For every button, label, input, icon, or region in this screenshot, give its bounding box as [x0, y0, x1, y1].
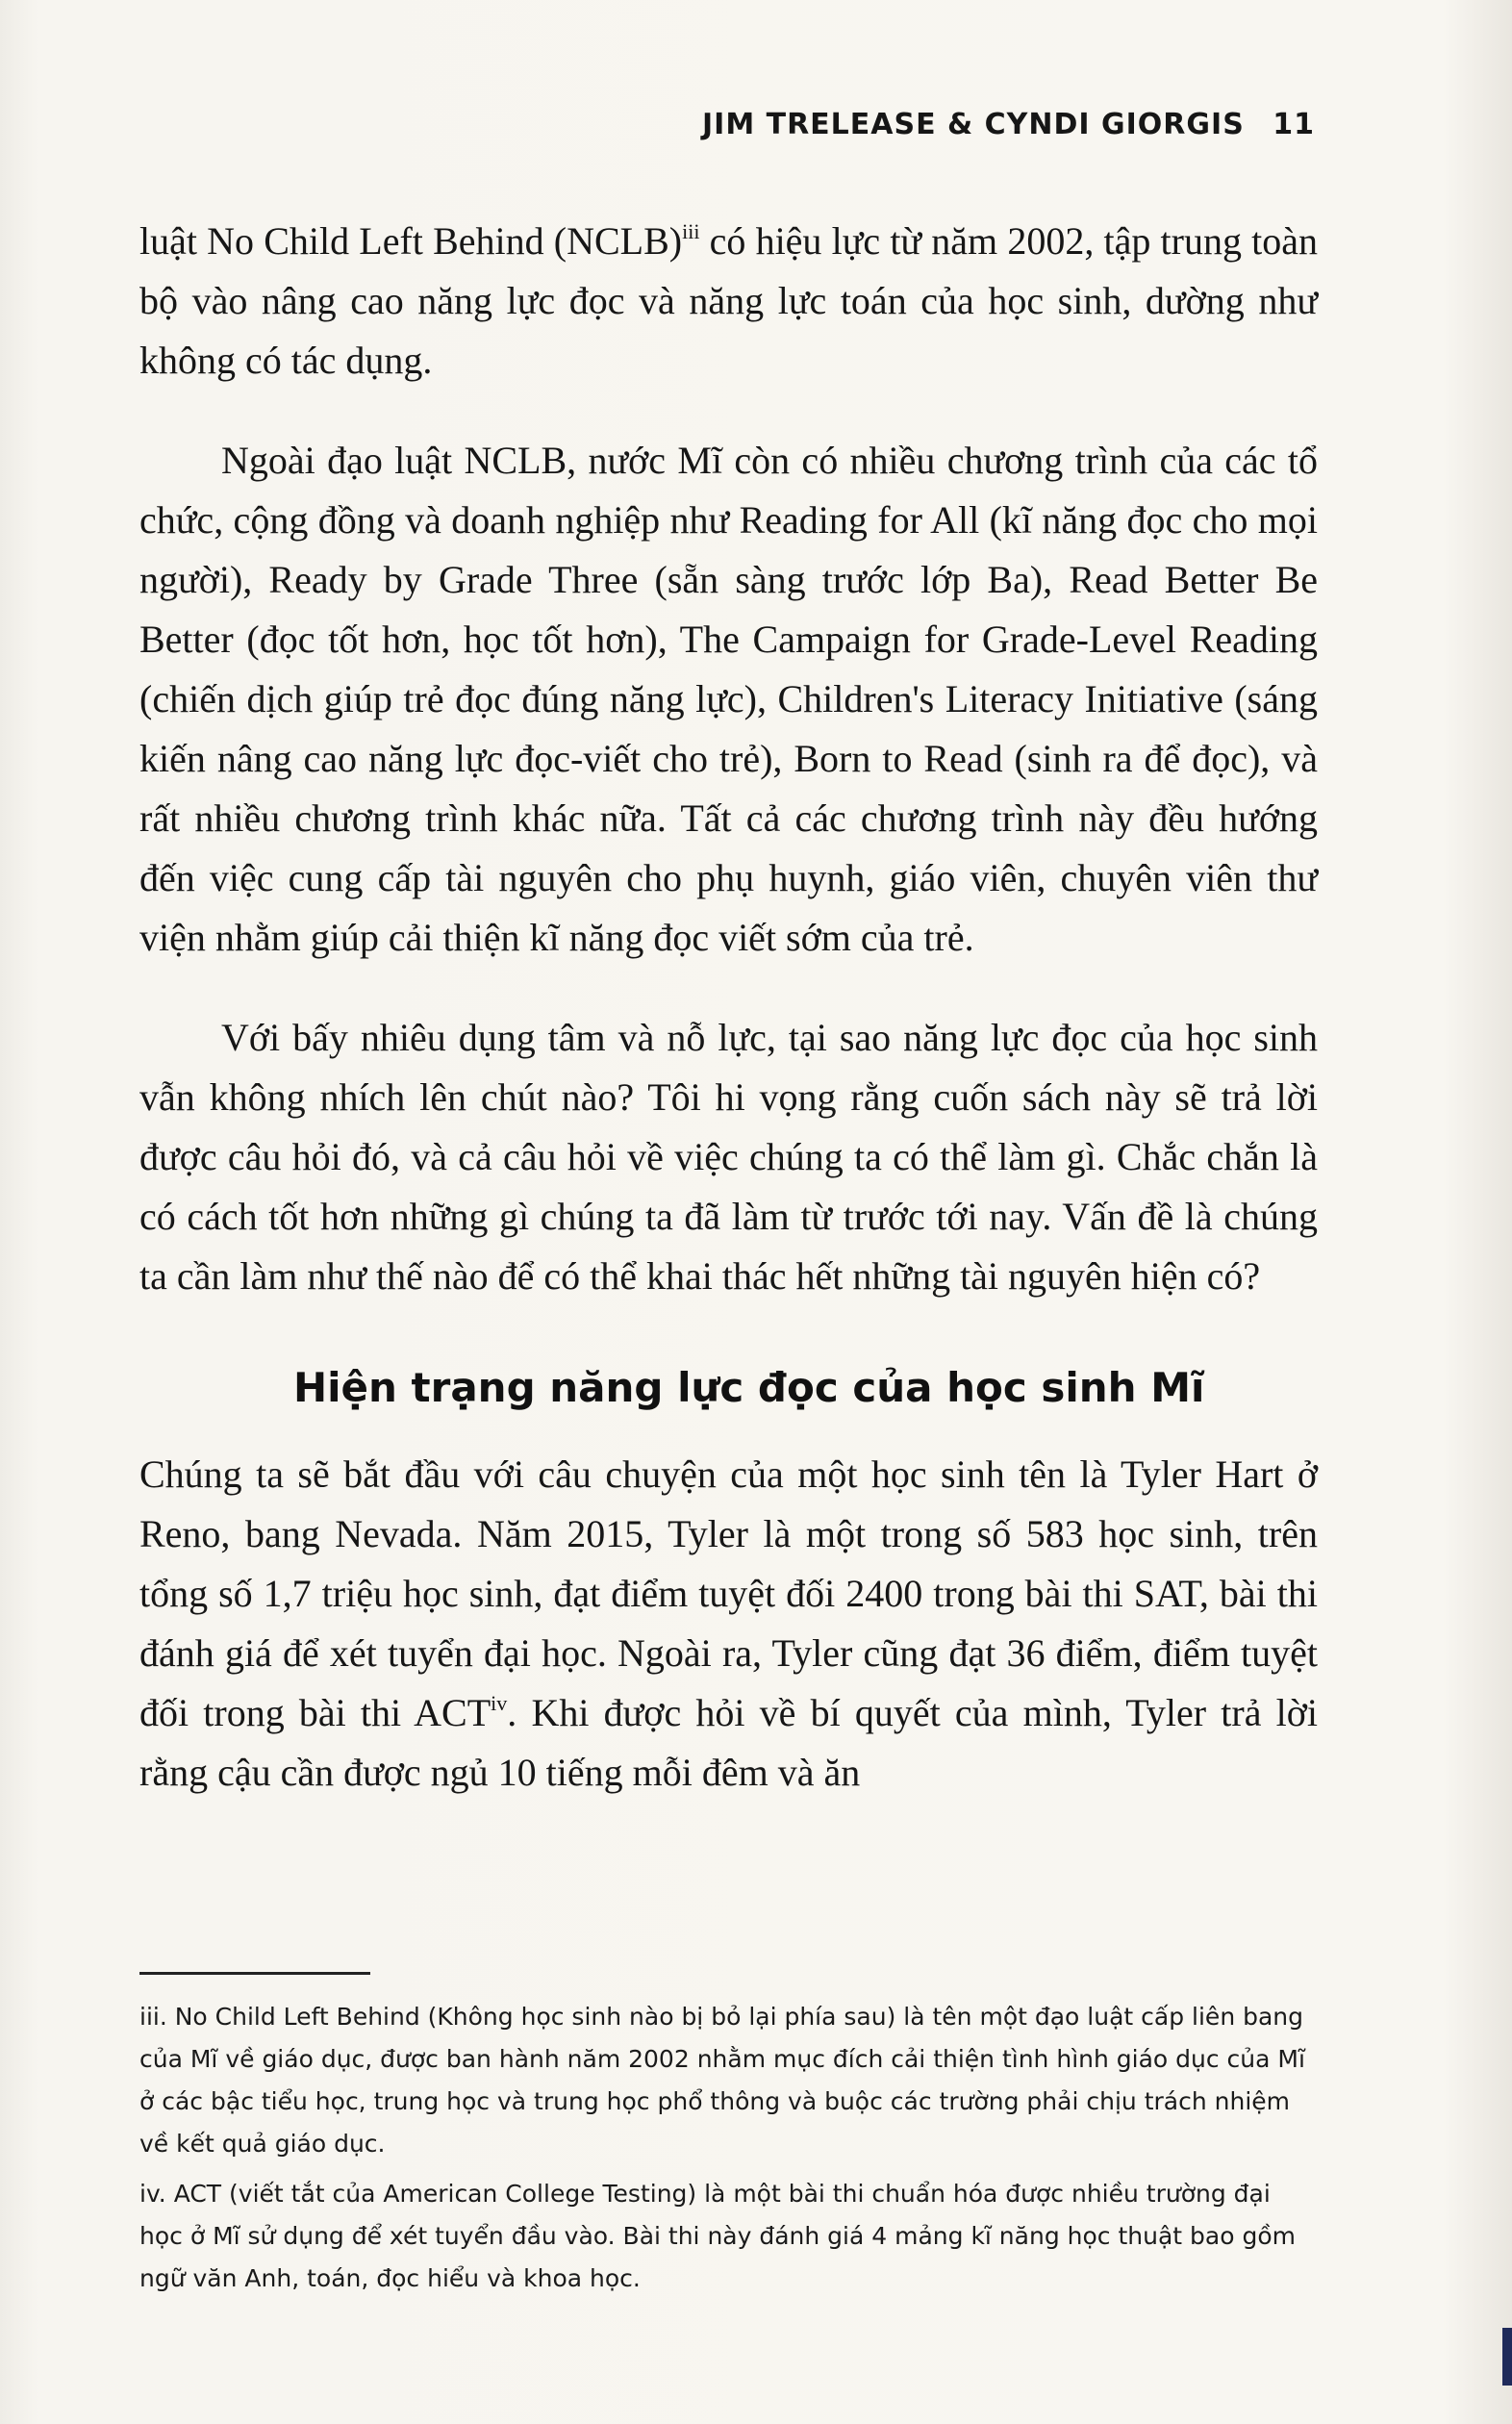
footnotes — [139, 1996, 1313, 2308]
footnote-iv: iv. ACT (viết tắt của American College Testing) là một bài thi chuẩn hóa được nhiều trường đại học ở Mĩ sử dụng để xét tuyển đầu vào. Bài thi này đánh giá 4 mảng kĩ năng học thuật bao gồm ngữ văn Anh, toán, đọc hiểu và khoa học. — [139, 2180, 1296, 2292]
footnote-ref-iii: iii — [682, 219, 700, 243]
section-heading: Hiện trạng năng lực đọc của học sinh Mĩ — [293, 1364, 1205, 1411]
body-text — [139, 212, 1318, 1843]
paragraph-1-text-cont: có hiệu lực từ năm 2002, tập trung toàn bộ vào nâng cao năng lực đọc và năng lực toán của học sinh, dường như không có tác dụng. — [139, 219, 1319, 382]
paragraph-4-text-cont: . Khi được hỏi về bí quyết của mình, Tyler trả lời rằng cậu cần được ngủ 10 tiếng mỗi đêm và ăn — [139, 1691, 1319, 1794]
paragraph-1 — [139, 212, 1318, 391]
page-edge-mark — [1502, 2328, 1512, 2386]
footnote-ref-iv: iv — [491, 1691, 508, 1715]
paragraph-4 — [139, 1445, 1318, 1803]
running-header — [702, 108, 1315, 141]
paragraph-2: Ngoài đạo luật NCLB, nước Mĩ còn có nhiều chương trình của các tổ chức, cộng đồng và doanh nghiệp như Reading for All (kĩ năng đọc cho mọi người), Ready by Grade Three (sẵn sàng trước lớp Ba), Read Better Be Better (đọc tốt hơn, học tốt hơn), The Campaign for Grade-Level Reading (chiến dịch giúp trẻ đọc đúng năng lực), Children's Literacy Initiative (sáng kiến nâng cao năng lực đọc-viết cho trẻ), Born to Read (sinh ra để đọc), và rất nhiều chương trình khác nữa. Tất cả các chương trình này đều hướng đến việc cung cấp tài nguyên cho phụ huynh, giáo viên, chuyên viên thư viện nhằm giúp cải thiện kĩ năng đọc viết sớm của trẻ. — [139, 439, 1318, 959]
running-title: JIM TRELEASE & CYNDI GIORGIS — [702, 108, 1245, 141]
footnote-iii: iii. No Child Left Behind (Không học sinh nào bị bỏ lại phía sau) là tên một đạo luật cấp liên bang của Mĩ về giáo dục, được ban hành năm 2002 nhằm mục đích cải thiện tình hình giáo dục của Mĩ ở các bậc tiểu học, trung học và trung học phổ thông và buộc các trường phải chịu trách nhiệm về kết quả giáo dục. — [139, 2003, 1305, 2158]
paragraph-4-text: Chúng ta sẽ bắt đầu với câu chuyện của một học sinh tên là Tyler Hart ở Reno, bang Nevada. Năm 2015, Tyler là một trong số 583 học sinh, trên tổng số 1,7 triệu học sinh, đạt điểm tuyệt đối 2400 trong bài thi SAT, bài thi đánh giá để xét tuyển đại học. Ngoài ra, Tyler cũng đạt 36 điểm, điểm tuyệt đối trong bài thi ACT — [139, 1452, 1318, 1734]
paragraph-3: Với bấy nhiêu dụng tâm và nỗ lực, tại sao năng lực đọc của học sinh vẫn không nhích lên chút nào? Tôi hi vọng rằng cuốn sách này sẽ trả lời được câu hỏi đó, và cả câu hỏi về việc chúng ta có thể làm gì. Chắc chắn là có cách tốt hơn những gì chúng ta đã làm từ trước tới nay. Vấn đề là chúng ta cần làm như thế nào để có thể khai thác hết những tài nguyên hiện có? — [139, 1016, 1318, 1298]
footnote-divider — [139, 1972, 370, 1975]
paragraph-1-text: luật No Child Left Behind (NCLB) — [139, 219, 683, 263]
page-number: 11 — [1273, 108, 1315, 141]
